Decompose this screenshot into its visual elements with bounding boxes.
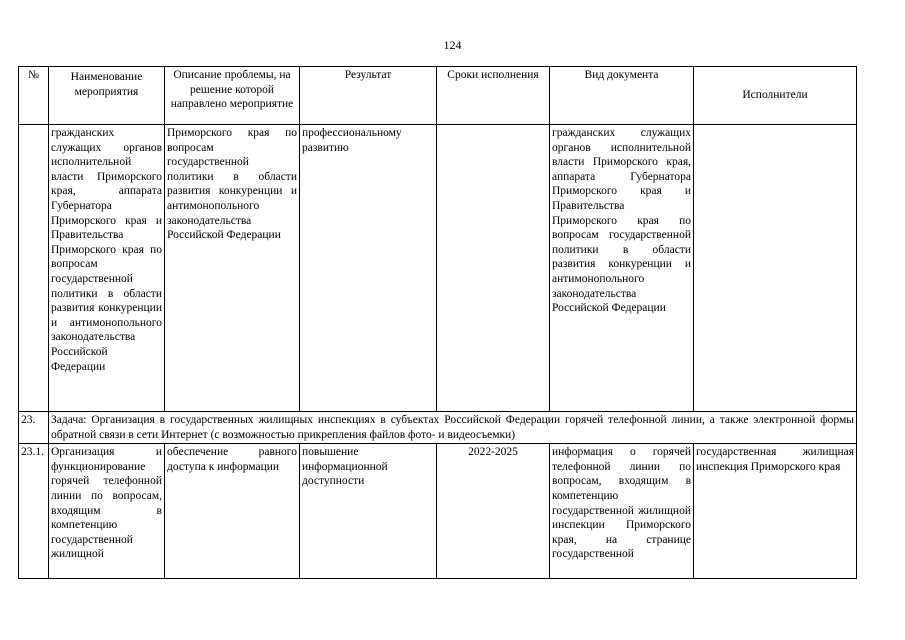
row-cont-name: гражданских служащих органов исполнительной власти Приморского края, аппарата Губернатора Приморского края и Правительства Приморского края по вопросам государственной политики в области развития конкуренции и антимонопольного законодательства Российской Федерации: [49, 125, 165, 412]
task-row: [19, 412, 857, 444]
table-row: [19, 125, 857, 412]
header-result: Результат: [300, 67, 437, 125]
header-executors: Исполнители: [694, 67, 857, 125]
row-cont-result: профессиональному развитию: [300, 125, 437, 412]
header-name: Наименование мероприятия: [49, 67, 165, 125]
row-cont-num: [19, 125, 49, 412]
header-num: №: [19, 67, 49, 125]
row-23-1-problem: обеспечение равного доступа к информации: [165, 444, 300, 579]
task-num: 23.: [19, 412, 49, 444]
task-text: Задача: Организация в государственных жилищных инспекциях в субъектах Российской Федерации горячей телефонной линии, а также электронной формы обратной связи в сети Интернет (с возможностью прикрепления файлов фото- и видеосъемки): [49, 412, 857, 444]
page-number: 124: [443, 38, 462, 52]
row-23-1-doc-type: информация о горячей телефонной линии по вопросам, входящим в компетенцию государственной жилищной инспекции Приморского края, на странице государственной: [550, 444, 694, 579]
row-23-1-num: 23.1.: [19, 444, 49, 579]
row-23-1-executors: государственная жилищная инспекция Приморского края: [694, 444, 857, 579]
row-23-1-name: Организация и функционирование горячей телефонной линии по вопросам, входящим в компетенцию государственной жилищной: [49, 444, 165, 579]
table-header-row: [19, 67, 857, 125]
row-cont-doc-type: гражданских служащих органов исполнительной власти Приморского края, аппарата Губернатора Приморского края и Правительства Приморского края по вопросам государственной политики в области развития конкуренции и антимонопольного законодательства Российской Федерации: [550, 125, 694, 412]
measures-table: [18, 66, 857, 579]
header-deadline: Сроки исполнения: [437, 67, 550, 125]
row-cont-problem: Приморского края по вопросам государственной политики в области развития конкуренции и антимонопольного законодательства Российской Федерации: [165, 125, 300, 412]
row-23-1-result: повышение информационной доступности: [300, 444, 437, 579]
row-23-1-deadline: 2022-2025: [437, 444, 550, 579]
header-doc-type: Вид документа: [550, 67, 694, 125]
row-cont-deadline: [437, 125, 550, 412]
header-problem: Описание проблемы, на решение которой направлено мероприятие: [165, 67, 300, 125]
table-row: [19, 444, 857, 579]
row-cont-executors: [694, 125, 857, 412]
